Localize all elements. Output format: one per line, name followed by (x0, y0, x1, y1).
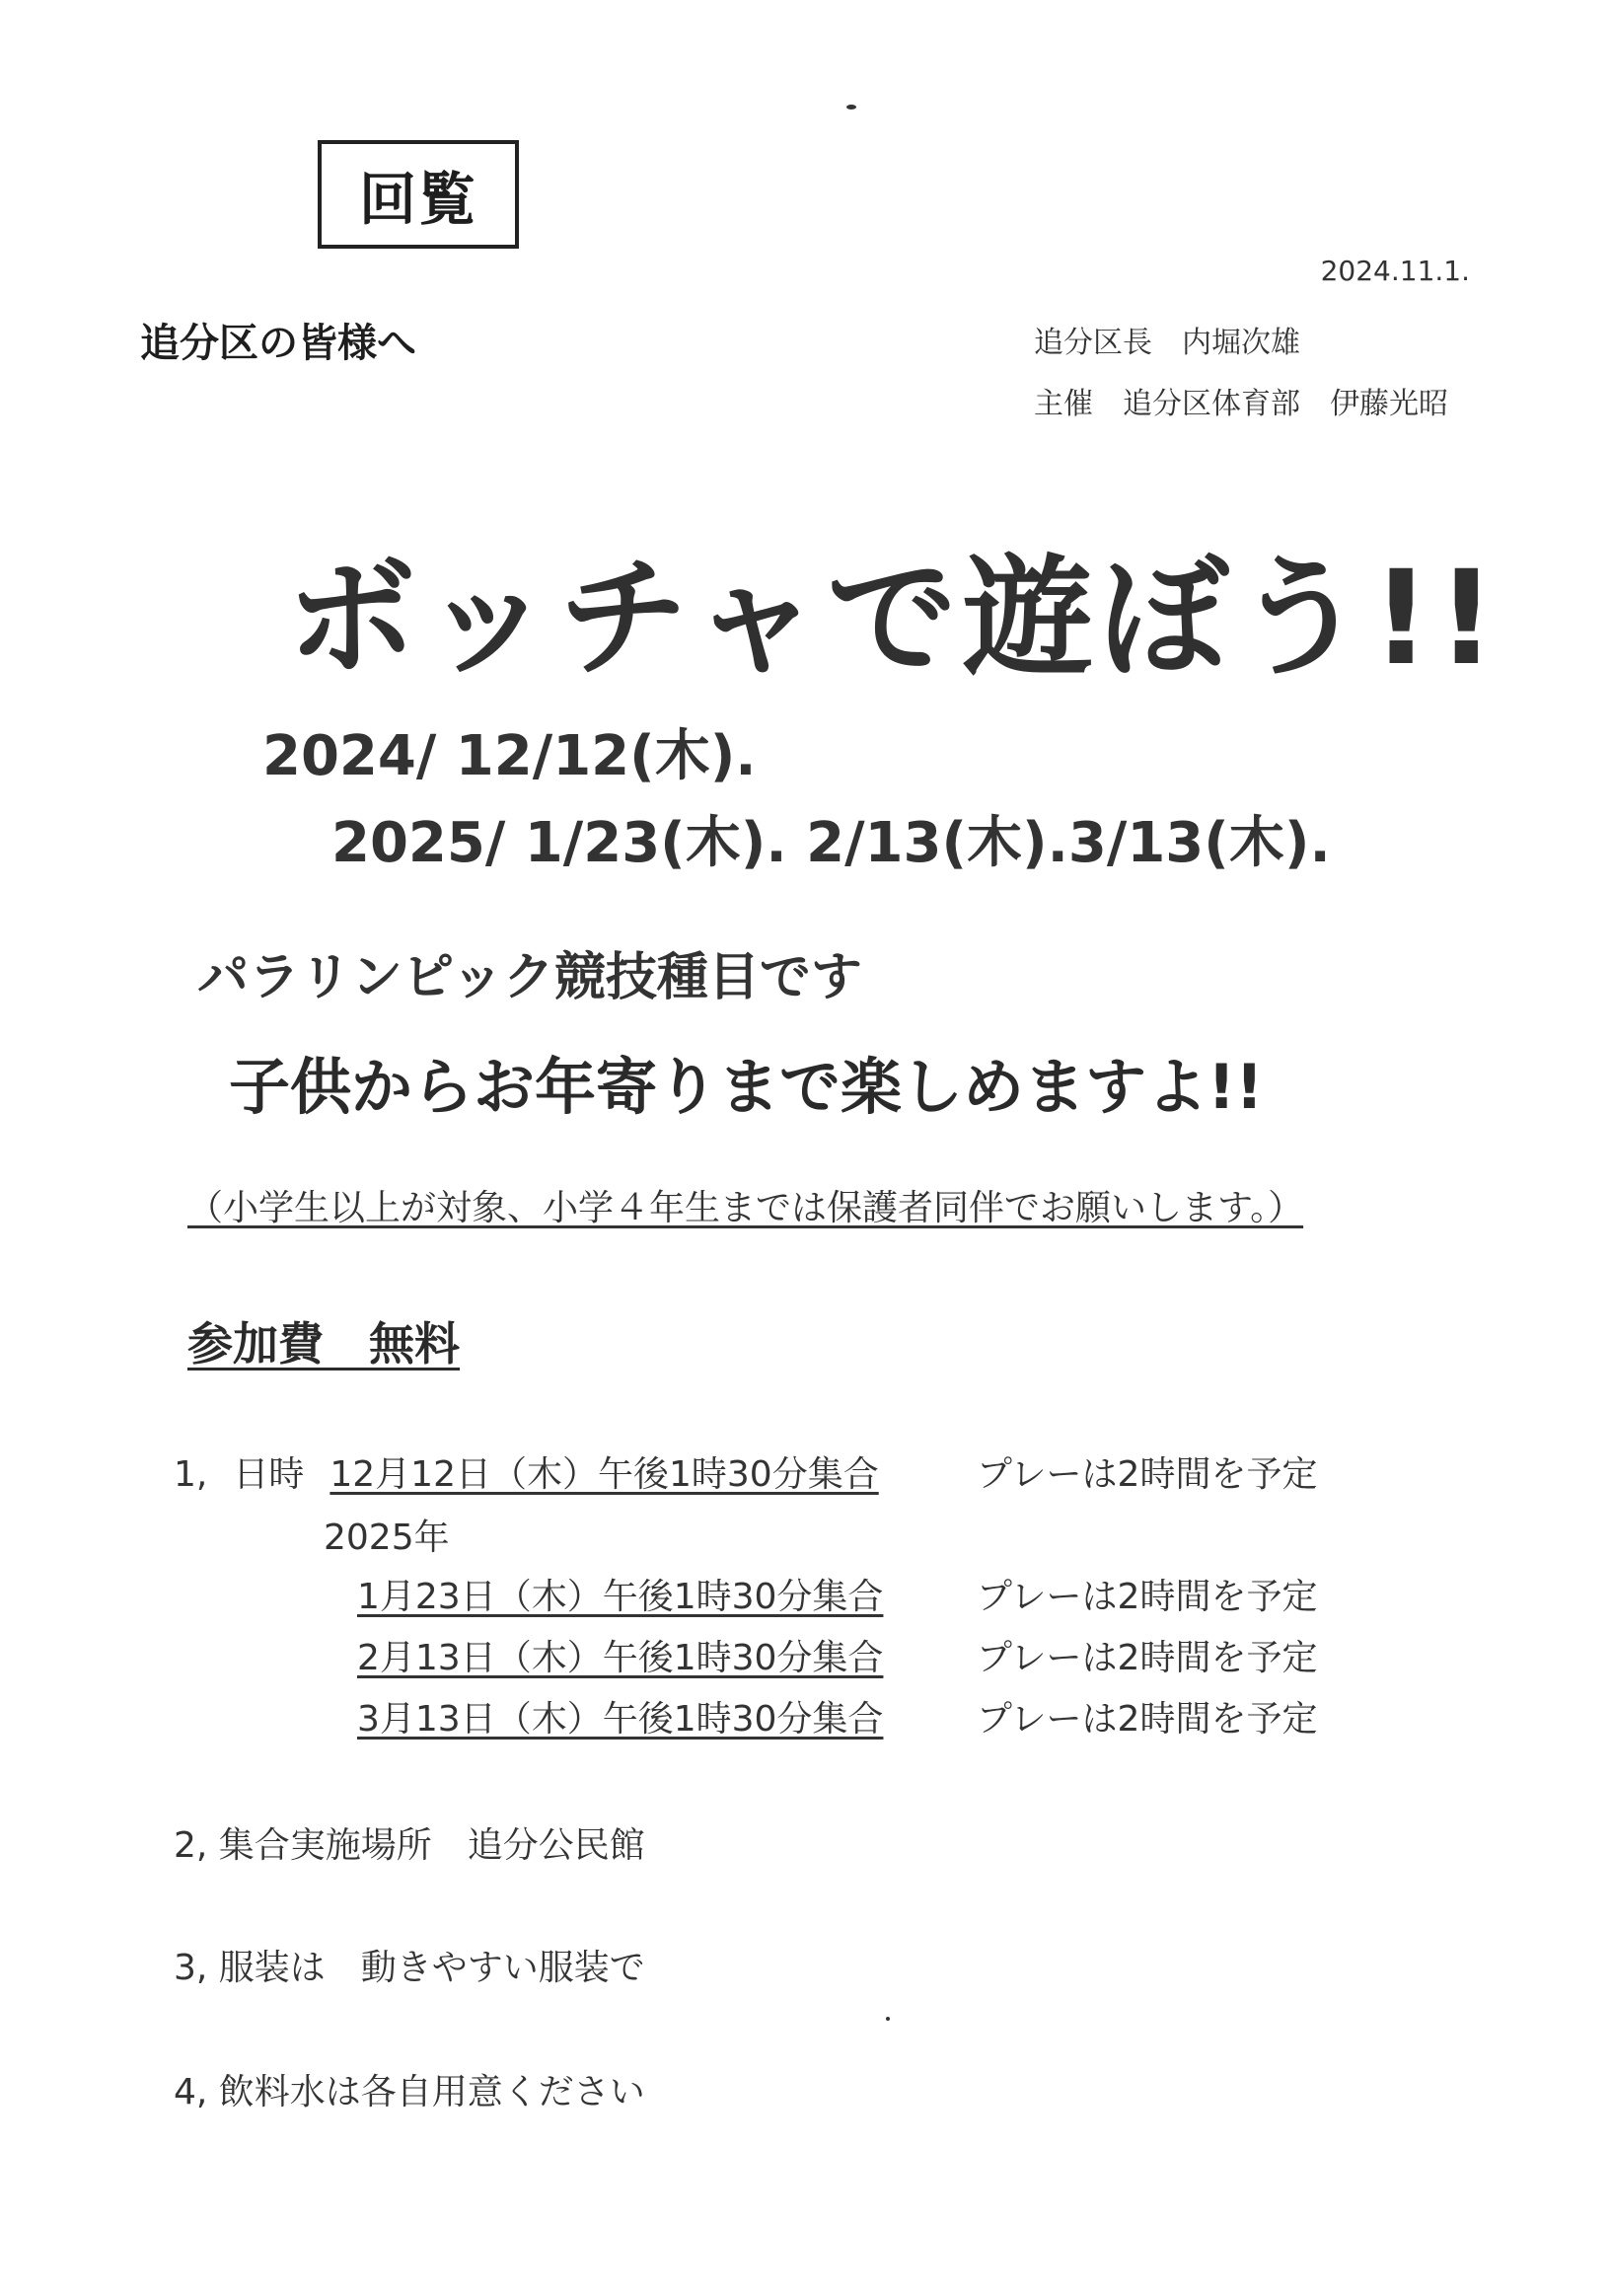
play-duration-note: プレーは2時間を予定 (977, 1699, 1318, 1740)
item-venue: 2, 集合実施場所 追分公民館 (174, 1825, 645, 1866)
scan-speck (846, 105, 856, 110)
session-feb: 2月13日（木）午後1時30分集合 (357, 1638, 884, 1678)
play-duration-note: プレーは2時間を予定 (977, 1454, 1318, 1495)
eligibility-note: （小学生以上が対象、小学４年生までは保護者同伴でお願いします。） (187, 1188, 1304, 1228)
item-number: 1, (174, 1454, 208, 1495)
play-duration-note: プレーは2時間を予定 (977, 1577, 1318, 1617)
item-drinks: 4, 飲料水は各自用意ください (174, 2072, 645, 2112)
circulation-label: 回覧 (358, 166, 477, 233)
session-jan: 1月23日（木）午後1時30分集合 (357, 1577, 884, 1617)
year-label: 2025年 (324, 1518, 450, 1558)
circulation-stamp-box (318, 140, 519, 249)
page-title: ボッチャで遊ぼう!! (286, 543, 1502, 695)
addressee: 追分区の皆様へ (140, 321, 416, 366)
session-mar: 3月13日（木）午後1時30分集合 (357, 1699, 884, 1740)
participation-fee: 参加費 無料 (187, 1317, 460, 1370)
item-schedule (174, 1446, 879, 1497)
scan-speck (886, 2017, 890, 2021)
item-label: 日時 (233, 1454, 305, 1495)
paralympic-subtitle: パラリンピック競技種目です (197, 948, 862, 1007)
sender-district-head: 追分区長 内堀次雄 (1034, 326, 1300, 360)
session-dec: 12月12日（木）午後1時30分集合 (329, 1454, 879, 1495)
sender-organizer: 主催 追分区体育部 伊藤光昭 (1034, 387, 1448, 421)
play-duration-note: プレーは2時間を予定 (977, 1638, 1318, 1678)
dates-2025: 2025/ 1/23(木). 2/13(木).3/13(木). (331, 811, 1331, 875)
item-attire: 3, 服装は 動きやすい服装で (174, 1948, 645, 1988)
dates-2024: 2024/ 12/12(木). (262, 724, 757, 788)
audience-subtitle: 子供からお年寄りまで楽しめますよ!! (229, 1051, 1264, 1123)
issue-date: 2024.11.1. (1320, 255, 1470, 287)
